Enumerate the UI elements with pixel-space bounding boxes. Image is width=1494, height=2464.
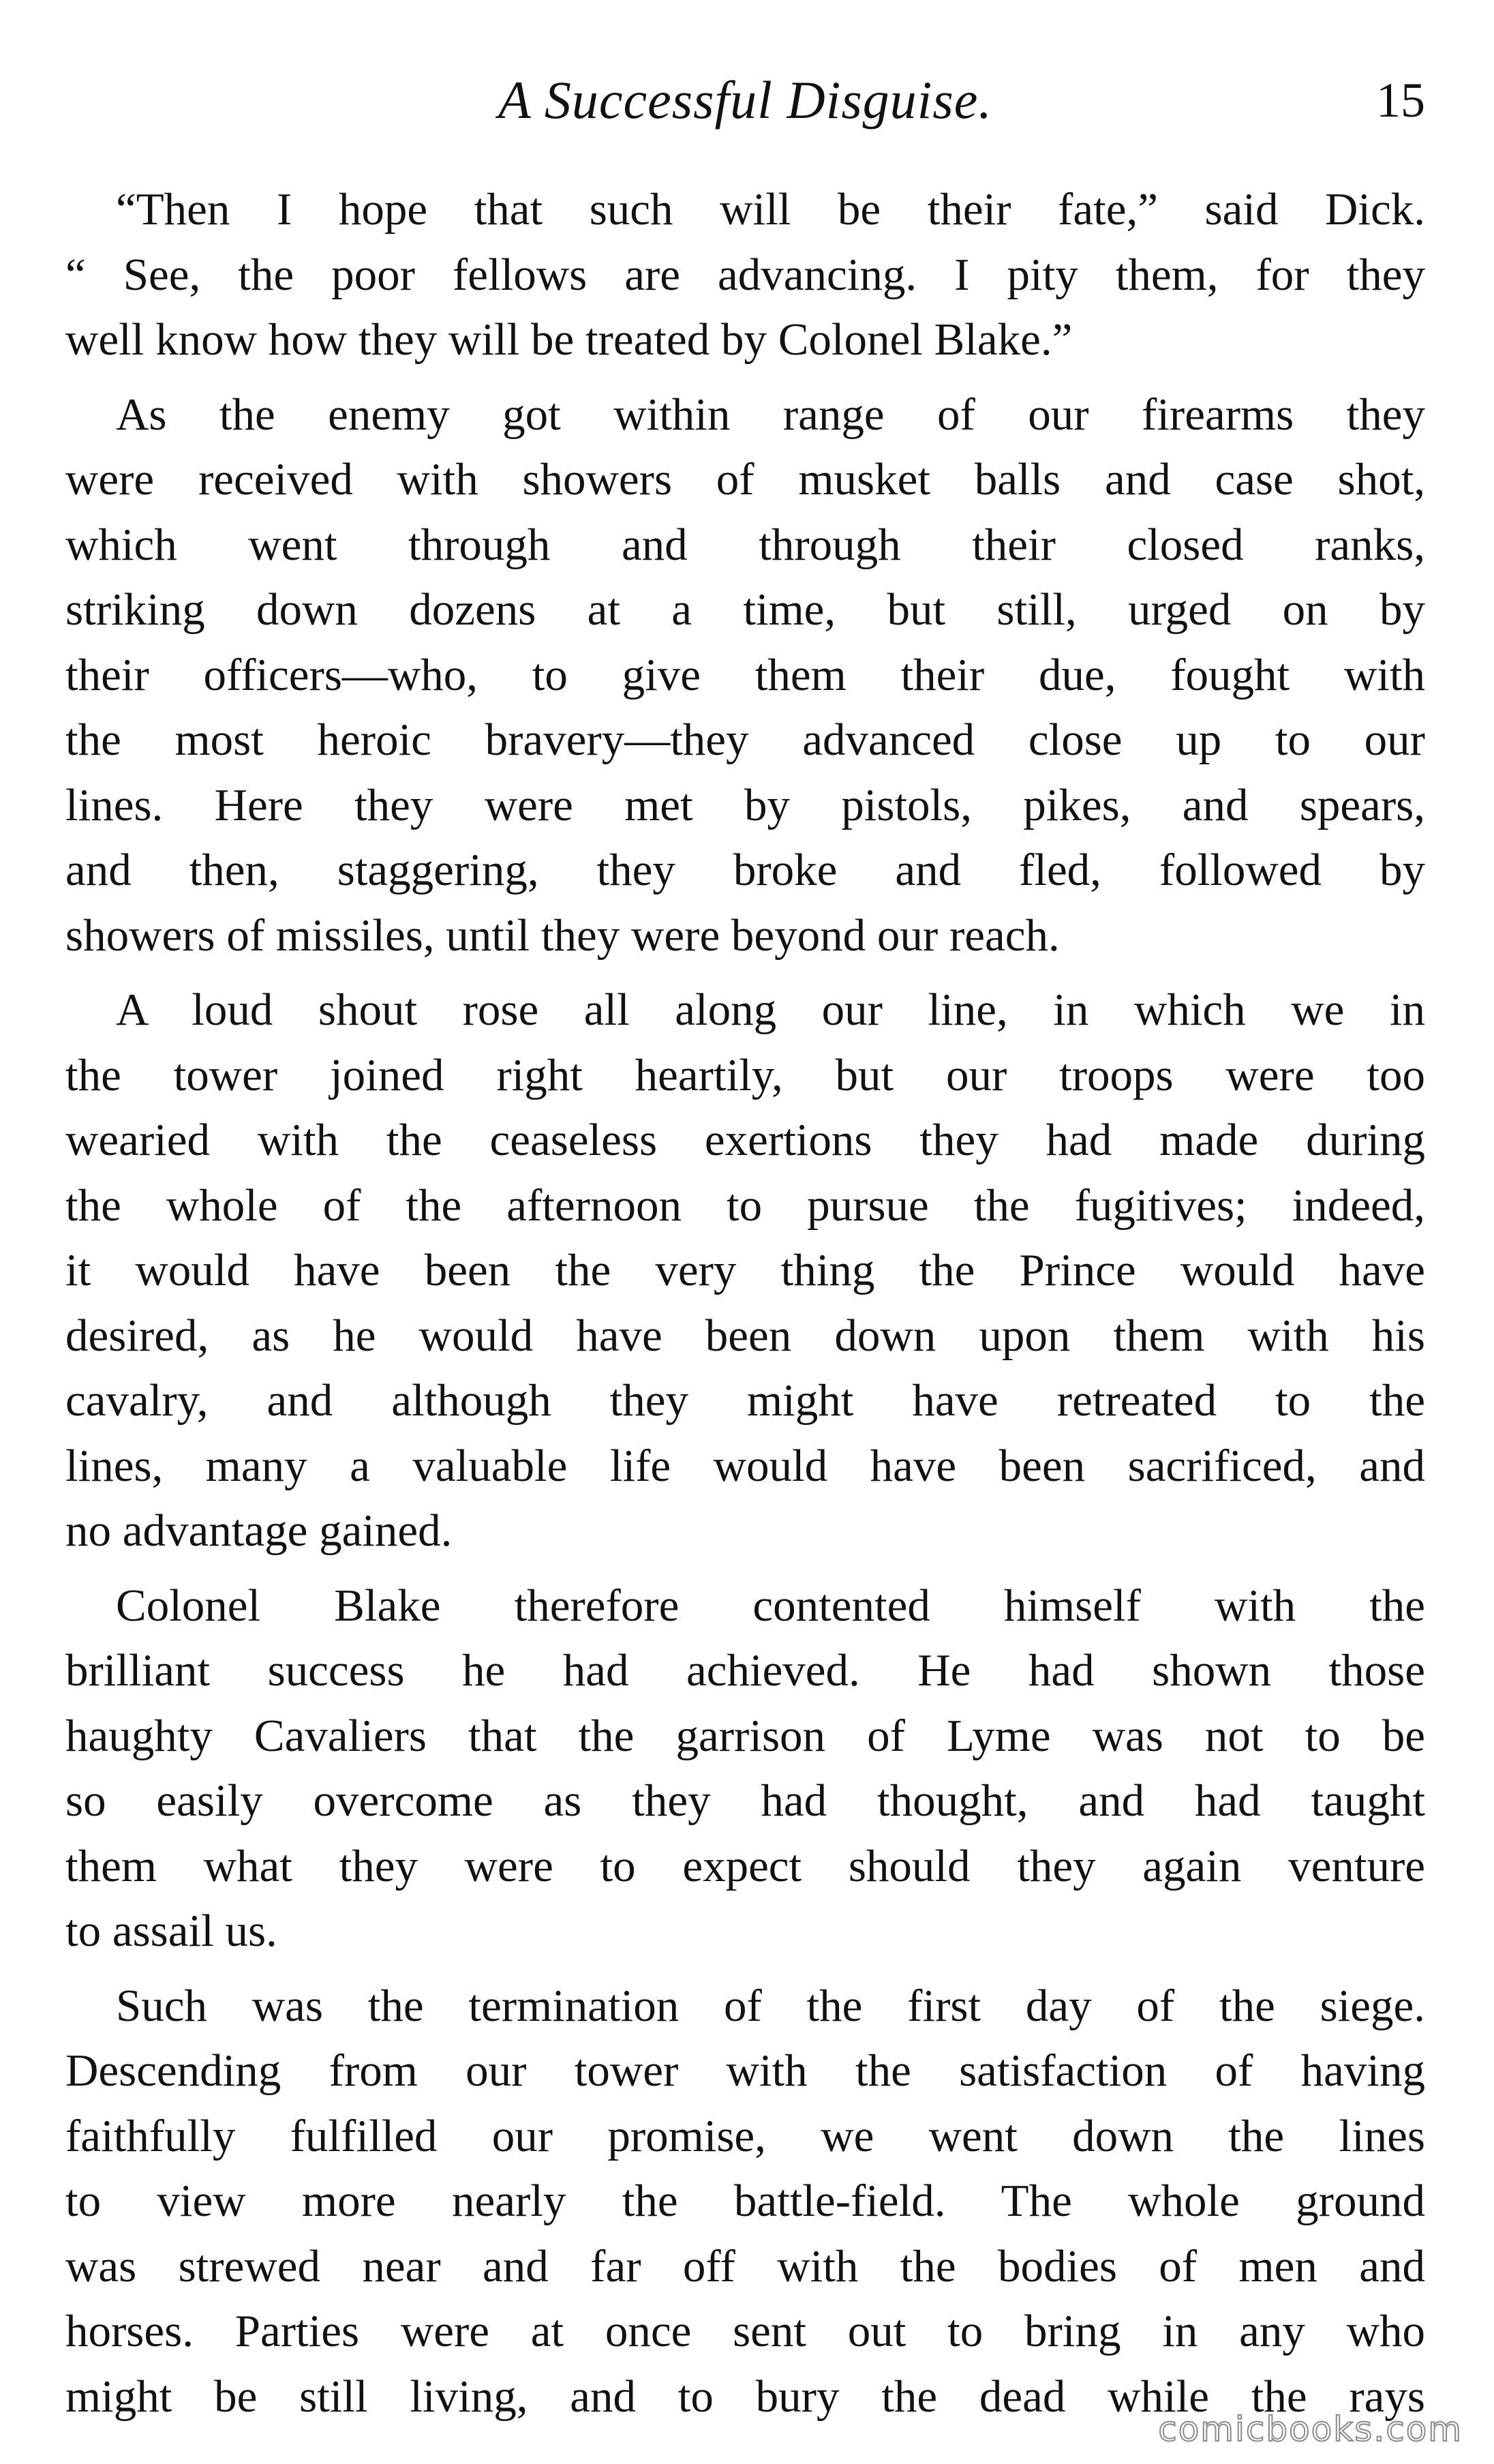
paragraph: [65, 177, 1425, 373]
text-line: As the enemy got within range of our firearms they: [116, 389, 1425, 440]
text-line: striking down dozens at a time, but still, urged on by: [65, 584, 1425, 635]
text-line: well know how they will be treated by Colonel Blake.”: [65, 314, 1073, 365]
text-line: their officers—who, to give them their due, fought with: [65, 649, 1425, 700]
text-line: faithfully fulfilled our promise, we went down the lines: [65, 2110, 1425, 2161]
text-line: it would have been the very thing the Prince would have: [65, 1245, 1425, 1295]
paragraph: [65, 1974, 1425, 2430]
text-line: which went through and through their closed ranks,: [65, 519, 1425, 570]
page-number: 15: [1376, 73, 1425, 127]
body-text: [65, 177, 1425, 2439]
text-line: were received with showers of musket balls and case shot,: [65, 454, 1425, 505]
text-line: wearied with the ceaseless exertions they had made during: [65, 1115, 1425, 1165]
text-line: “ See, the poor fellows are advancing. I pity them, for they: [65, 249, 1425, 300]
text-line: and then, staggering, they broke and fled, followed by: [65, 845, 1425, 895]
text-line: them what they were to expect should they again venture: [65, 1840, 1425, 1891]
text-line: the tower joined right heartily, but our troops were too: [65, 1049, 1425, 1100]
running-head: [65, 63, 1425, 138]
text-line: cavalry, and although they might have retreated to the: [65, 1375, 1425, 1426]
paragraph: [65, 1574, 1425, 1964]
text-line: haughty Cavaliers that the garrison of Lyme was not to be: [65, 1710, 1425, 1761]
watermark-text: comicbooks.com: [1158, 2409, 1463, 2449]
text-line: desired, as he would have been down upon them with his: [65, 1310, 1425, 1361]
text-line: horses. Parties were at once sent out to bring in any who: [65, 2306, 1425, 2356]
text-line: lines. Here they were met by pistols, pikes, and spears,: [65, 779, 1425, 830]
text-line: Colonel Blake therefore contented himself with the: [116, 1580, 1425, 1631]
text-line: “Then I hope that such will be their fate,” said Dick.: [116, 184, 1425, 235]
text-line: the whole of the afternoon to pursue the fugitives; indeed,: [65, 1180, 1425, 1231]
text-line: lines, many a valuable life would have been sacrificed, and: [65, 1440, 1425, 1491]
paragraph: [65, 978, 1425, 1564]
text-line: showers of missiles, until they were beyond our reach.: [65, 910, 1060, 961]
text-line: A loud shout rose all along our line, in which we in: [116, 985, 1425, 1035]
text-line: Descending from our tower with the satisfaction of having: [65, 2045, 1425, 2096]
text-line: to view more nearly the battle-field. The whole ground: [65, 2176, 1425, 2226]
paragraph: [65, 382, 1425, 969]
text-line: was strewed near and far off with the bodies of men and: [65, 2240, 1425, 2292]
text-line: to assail us.: [65, 1906, 277, 1956]
text-line: might be still living, and to bury the dead while the rays: [65, 2371, 1425, 2422]
running-title: A Successful Disguise.: [498, 70, 992, 130]
text-line: Such was the termination of the first day of the siege.: [116, 1980, 1425, 2031]
text-line: so easily overcome as they had thought, and had taught: [65, 1775, 1425, 1826]
text-line: no advantage gained.: [65, 1505, 453, 1556]
text-line: the most heroic bravery—they advanced close up to our: [65, 715, 1425, 765]
text-line: brilliant success he had achieved. He had shown those: [65, 1645, 1425, 1696]
